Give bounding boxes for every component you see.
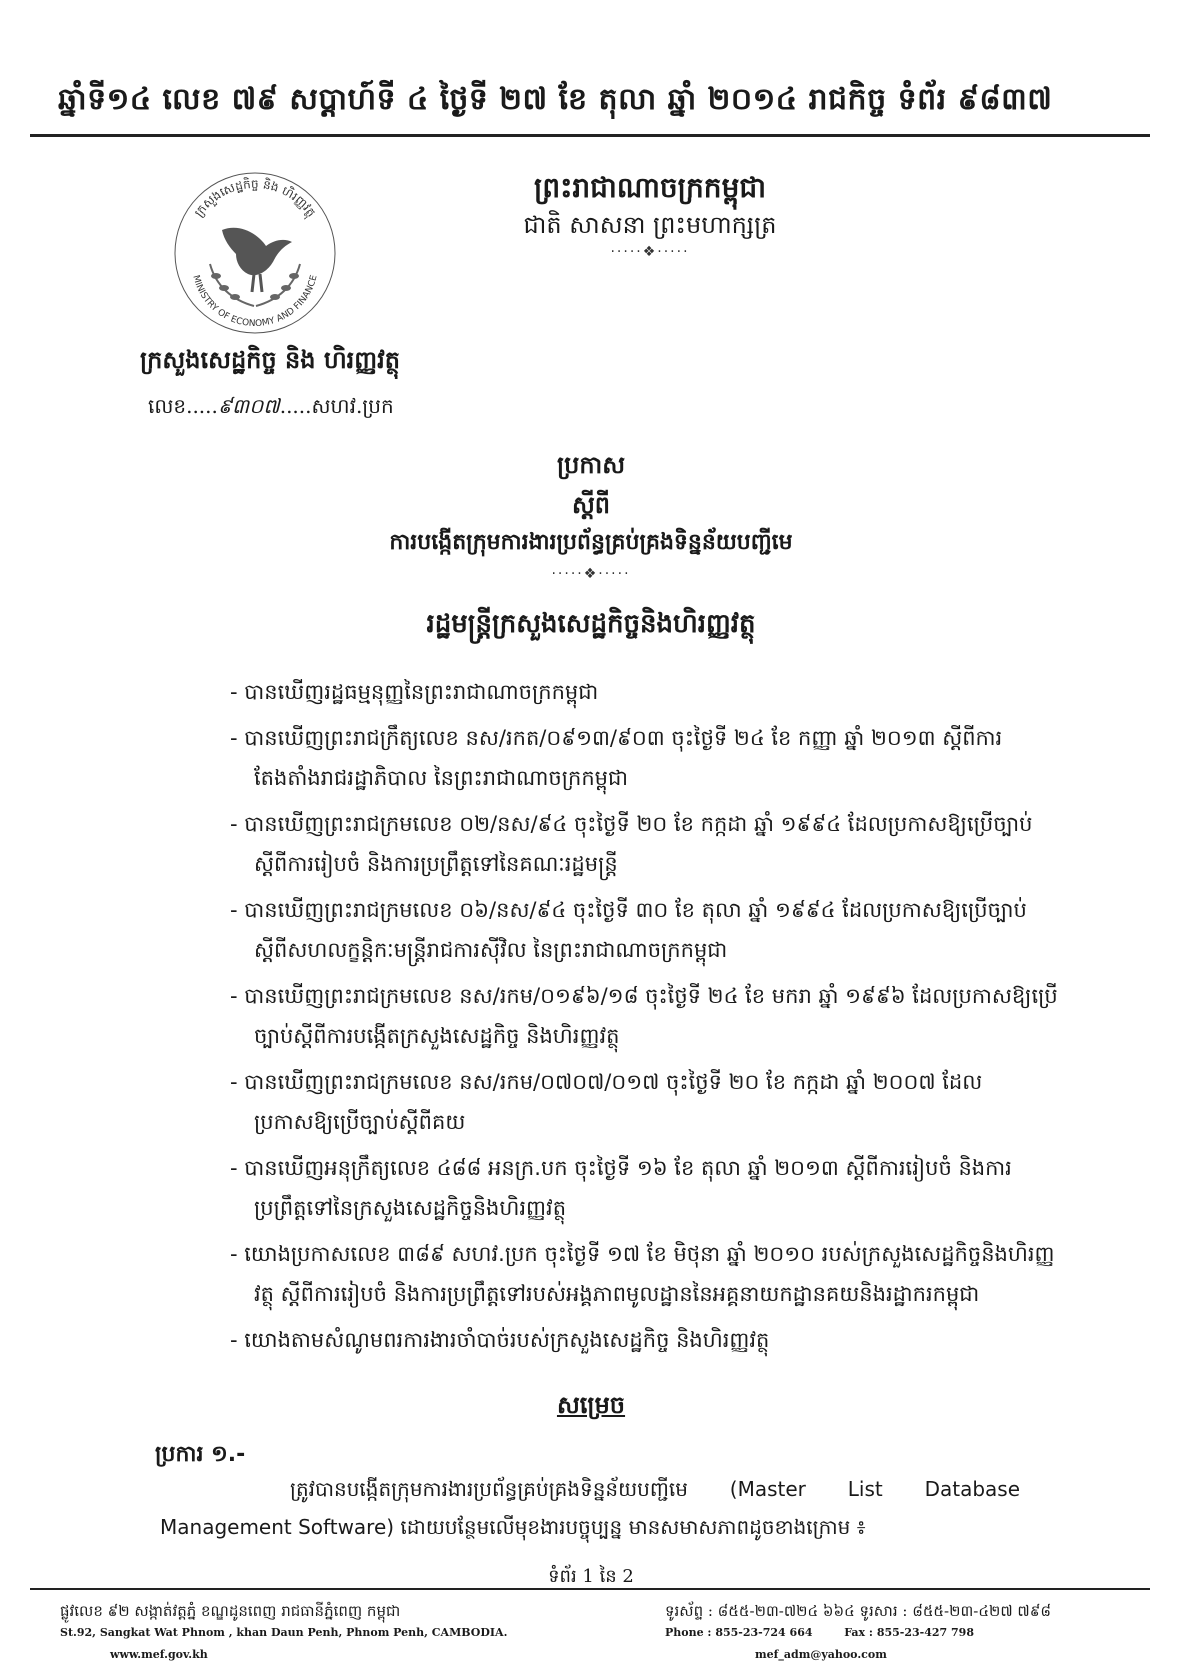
fax-number: 855-23-427 798 <box>876 1626 974 1639</box>
bird-icon <box>222 228 292 275</box>
fax-label: Fax : <box>844 1626 873 1639</box>
reference-item: - យោងប្រកាសលេខ ៣៨៩ សហវ.ប្រក ចុះថ្ងៃទី ១៧ ខែ មិថុនា ឆ្នាំ ២០១០ របស់ក្រសួងសេដ្ឋកិច្ចនិងហិរញ្ញវត្ថុ ស្ដីពីការរៀបចំ និងការប្រព្រឹត្តទៅរបស់អង្គភាពមូលដ្ឋាននៃអគ្គនាយកដ្ឋានគយនិងរដ្ឋាករកម្ពុជា <box>230 1234 1060 1314</box>
ref-suffix: សហវ.ប្រក <box>311 394 394 418</box>
decorative-divider: ·····❖····· <box>610 244 690 260</box>
references-list <box>230 672 1060 1366</box>
subject-divider: ·····❖····· <box>551 566 631 582</box>
seal-khmer-text: ក្រសួងសេដ្ឋកិច្ច និង ហិរញ្ញវត្ថុ <box>191 176 319 220</box>
seal-english-text: MINISTRY OF ECONOMY AND FINANCE <box>190 274 320 330</box>
footer-address <box>60 1600 507 1666</box>
subject-connector: ស្ដីពី <box>571 491 611 519</box>
footer-divider <box>30 1588 1150 1590</box>
website-link[interactable]: www.mef.gov.kh <box>110 1648 208 1661</box>
reference-item: - បានឃើញព្រះរាជក្រមលេខ ០៦/នស/៩៤ ចុះថ្ងៃទី ៣០ ខែ តុលា ឆ្នាំ ១៩៩៤ ដែលប្រកាសឱ្យប្រើច្បាប់ស្ដីពីសហលក្ខន្តិកៈមន្ត្រីរាជការស៊ីវិល នៃព្រះរាជាណាចក្រកម្ពុជា <box>230 890 1060 970</box>
reference-item: - យោងតាមសំណូមពរការងារចាំបាច់របស់ក្រសួងសេដ្ឋកិច្ច និងហិរញ្ញវត្ថុ <box>230 1320 1060 1360</box>
reference-item: - បានឃើញរដ្ឋធម្មនុញ្ញនៃព្រះរាជាណាចក្រកម្ពុជា <box>230 672 1060 712</box>
document-subject: ការបង្កើតក្រុមការងារប្រព័ន្ធគ្រប់គ្រងទិន្នន័យបញ្ជីមេ <box>389 530 793 555</box>
reference-item: - បានឃើញព្រះរាជក្រមលេខ នស/រកម/០៧០៧/០១៧ ចុះថ្ងៃទី ២០ ខែ កក្កដា ឆ្នាំ ២០០៧ ដែលប្រកាសឱ្យប្រើច្បាប់ស្ដីពីគយ <box>230 1062 1060 1142</box>
email-link[interactable]: mef_adm@yahoo.com <box>755 1648 887 1661</box>
article-label: ប្រការ ១.- <box>155 1442 246 1467</box>
reference-number: លេខ.....៩៣០៧.....សហវ.ប្រក <box>148 394 394 418</box>
footer-contact <box>665 1600 1051 1666</box>
seal-graphic <box>170 168 340 338</box>
reference-item: - បានឃើញព្រះរាជក្រមលេខ នស/រកម/០១៩៦/១៨ ចុះថ្ងៃទី ២៤ ខែ មករា ឆ្នាំ ១៩៩៦ ដែលប្រកាសឱ្យប្រើច្បាប់ស្ដីពីការបង្កើតក្រសួងសេដ្ឋកិច្ច និងហិរញ្ញវត្ថុ <box>230 976 1060 1056</box>
ref-prefix: លេខ <box>148 394 187 418</box>
header-divider <box>30 134 1150 137</box>
phone-number: 855-23-724 664 <box>715 1626 813 1639</box>
reference-item: - បានឃើញអនុក្រឹត្យលេខ ៤៨៨ អនក្រ.បក ចុះថ្ងៃទី ១៦ ខែ តុលា ឆ្នាំ ២០១៣ ស្ដីពីការរៀបចំ និងការប្រព្រឹត្តទៅនៃក្រសួងសេដ្ឋកិច្ចនិងហិរញ្ញវត្ថុ <box>230 1148 1060 1228</box>
decision-heading: សម្រេច <box>556 1391 626 1419</box>
ministry-name: ក្រសួងសេដ្ឋកិច្ច និង ហិរញ្ញវត្ថុ <box>140 346 400 374</box>
national-motto: ជាតិ សាសនា ព្រះមហាក្សត្រ <box>523 211 777 239</box>
reference-item: - បានឃើញព្រះរាជក្រឹត្យលេខ នស/រកត/០៩១៣/៩០៣ ចុះថ្ងៃទី ២៤ ខែ កញ្ញា ឆ្នាំ ២០១៣ ស្ដីពីការតែងតាំងរាជរដ្ឋាភិបាល នៃព្រះរាជាណាចក្រកម្ពុជា <box>230 718 1060 798</box>
kingdom-name: ព្រះរាជាណាចក្រកម្ពុជា <box>533 171 766 204</box>
address-khmer: ផ្លូវលេខ ៩២ សង្កាត់វត្តភ្នំ ខណ្ឌដូនពេញ រាជធានីភ្នំពេញ កម្ពុជា <box>60 1602 401 1620</box>
article-text: ត្រូវបានបង្កើតក្រុមការងារប្រព័ន្ធគ្រប់គ្រងទិន្នន័យបញ្ជីមេ (Master List Database Management Software) ដោយបន្ថែមលើមុខងារបច្ចុប្បន្ន មានសមាសភាពដូចខាងក្រោម ៖ <box>160 1477 1020 1539</box>
phone-label: Phone : <box>665 1626 712 1639</box>
minister-title: រដ្ឋមន្ត្រីក្រសួងសេដ្ឋកិច្ចនិងហិរញ្ញវត្ថុ <box>426 609 756 639</box>
address-english: St.92, Sangkat Wat Phnom , khan Daun Penh, Phnom Penh, CAMBODIA. <box>60 1626 508 1639</box>
gazette-header: ឆ្នាំទី១៤ លេខ ៧៩ សប្ដាហ៍ទី ៤ ថ្ងៃទី ២៧ ខែ តុលា ឆ្នាំ ២០១៤ រាជកិច្ច ទំព័រ ៩៨៣៧ <box>58 82 1053 117</box>
ref-number: ៩៣០៧ <box>217 394 280 418</box>
document-type: ប្រកាស <box>556 451 626 479</box>
page-number: ទំព័រ 1 នៃ 2 <box>548 1566 634 1587</box>
phone-fax-khmer: ទូរស័ព្ទ : ៨៥៥-២៣-៧២៤ ៦៦៤ ទូរសារ : ៨៥៥-២៣-៤២៧ ៧៩៨ <box>665 1602 1051 1620</box>
ministry-seal <box>170 168 340 338</box>
reference-item: - បានឃើញព្រះរាជក្រមលេខ ០២/នស/៩៤ ចុះថ្ងៃទី ២០ ខែ កក្កដា ឆ្នាំ ១៩៩៤ ដែលប្រកាសឱ្យប្រើច្បាប់ស្ដីពីការរៀបចំ និងការប្រព្រឹត្តទៅនៃគណៈរដ្ឋមន្ត្រី <box>230 804 1060 884</box>
